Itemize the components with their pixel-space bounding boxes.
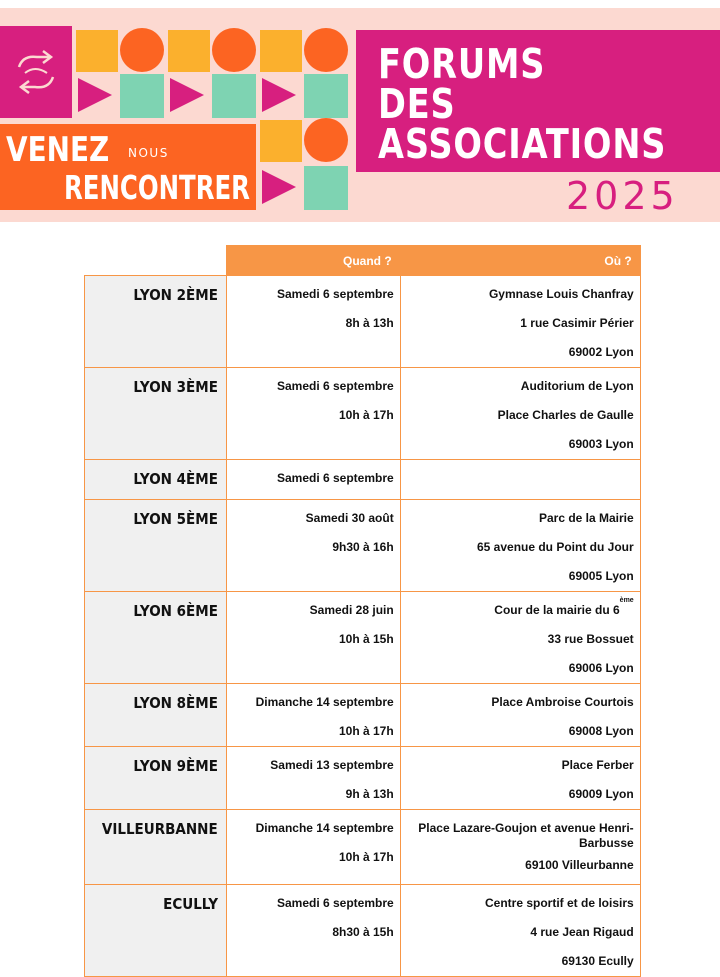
yellow-square bbox=[260, 30, 302, 72]
year: 2025 bbox=[566, 174, 679, 218]
venue-name: Centre sportif et de loisirs bbox=[484, 896, 634, 910]
yellow-square bbox=[76, 30, 118, 72]
city-cell bbox=[85, 592, 227, 684]
city-cell bbox=[85, 460, 227, 500]
logo-box bbox=[0, 26, 72, 118]
header-when: Quand ? bbox=[226, 246, 400, 276]
header-banner bbox=[0, 8, 720, 222]
venue-name-text: Cour de la mairie du 6 bbox=[494, 603, 620, 617]
when-cell bbox=[226, 684, 400, 747]
venue-postal: 69130 Ecully bbox=[561, 954, 634, 968]
magenta-triangle bbox=[262, 78, 296, 112]
venue-address: 33 rue Bossuet bbox=[547, 632, 634, 646]
event-date: Samedi 6 septembre bbox=[276, 896, 394, 910]
magenta-triangle bbox=[170, 78, 204, 112]
tagline-box bbox=[0, 124, 256, 210]
city-name: LYON 5ÈME bbox=[133, 510, 218, 528]
venue-address: 65 avenue du Point du Jour bbox=[476, 540, 634, 554]
city-name: LYON 3ÈME bbox=[133, 378, 218, 396]
venue-name bbox=[407, 596, 634, 625]
city-name: LYON 8ÈME bbox=[133, 694, 218, 712]
table-row bbox=[85, 747, 641, 810]
mint-square bbox=[304, 74, 348, 118]
when-cell bbox=[226, 368, 400, 460]
city-cell bbox=[85, 500, 227, 592]
venue-address: Place Charles de Gaulle bbox=[497, 408, 634, 422]
title-line-1: FORUMS bbox=[378, 40, 546, 88]
venue-name: Gymnase Louis Chanfray bbox=[488, 287, 634, 301]
event-time: 8h à 13h bbox=[345, 316, 394, 330]
when-cell bbox=[226, 747, 400, 810]
event-date: Samedi 6 septembre bbox=[276, 287, 394, 301]
city-name: VILLEURBANNE bbox=[101, 820, 218, 838]
venue-postal: 69002 Lyon bbox=[568, 345, 634, 359]
tagline-venez: VENEZ bbox=[6, 130, 110, 170]
event-date: Samedi 6 septembre bbox=[276, 471, 394, 485]
city-name: LYON 4ÈME bbox=[133, 470, 218, 488]
table-row bbox=[85, 276, 641, 368]
yellow-square bbox=[168, 30, 210, 72]
venue-postal: 69008 Lyon bbox=[568, 724, 634, 738]
event-date: Samedi 28 juin bbox=[309, 603, 394, 617]
where-cell bbox=[400, 684, 640, 747]
venue-name: Place Ferber bbox=[561, 758, 634, 772]
magenta-triangle bbox=[262, 170, 296, 204]
orange-circle bbox=[120, 28, 164, 72]
venue-postal: 69100 Villeurbanne bbox=[525, 858, 634, 872]
orange-circle bbox=[212, 28, 256, 72]
table-row bbox=[85, 460, 641, 500]
city-cell bbox=[85, 810, 227, 885]
ordinal-suffix: ème bbox=[619, 597, 634, 604]
venue-postal: 69003 Lyon bbox=[568, 437, 634, 451]
where-cell bbox=[400, 368, 640, 460]
event-time: 8h30 à 15h bbox=[332, 925, 394, 939]
venue-postal: 69009 Lyon bbox=[568, 787, 634, 801]
header-where: Où ? bbox=[400, 246, 640, 276]
event-time: 10h à 17h bbox=[338, 408, 394, 422]
city-cell bbox=[85, 684, 227, 747]
where-cell bbox=[400, 885, 640, 977]
city-name: LYON 9ÈME bbox=[133, 757, 218, 775]
yellow-square bbox=[260, 120, 302, 162]
when-cell bbox=[226, 885, 400, 977]
event-time: 10h à 15h bbox=[338, 632, 394, 646]
venue-name: Place Lazare-Goujon et avenue Henri-Barbusse bbox=[418, 821, 634, 850]
where-cell bbox=[400, 747, 640, 810]
swap-arrows-icon bbox=[11, 47, 61, 97]
table-header-row bbox=[85, 246, 641, 276]
event-time: 9h à 13h bbox=[345, 787, 394, 801]
where-cell bbox=[400, 276, 640, 368]
magenta-triangle bbox=[78, 78, 112, 112]
table-row bbox=[85, 500, 641, 592]
city-cell bbox=[85, 747, 227, 810]
title-line-3: ASSOCIATIONS bbox=[378, 120, 667, 168]
venue-postal: 69005 Lyon bbox=[568, 569, 634, 583]
venue-postal: 69006 Lyon bbox=[568, 661, 634, 675]
event-time: 10h à 17h bbox=[338, 850, 394, 864]
event-date: Dimanche 14 septembre bbox=[255, 695, 394, 709]
event-time: 9h30 à 16h bbox=[332, 540, 394, 554]
venue-name: Place Ambroise Courtois bbox=[491, 695, 634, 709]
event-date: Dimanche 14 septembre bbox=[255, 821, 394, 835]
table-row bbox=[85, 810, 641, 885]
venue-name: Parc de la Mairie bbox=[538, 511, 634, 525]
table-row bbox=[85, 885, 641, 977]
where-cell bbox=[400, 500, 640, 592]
when-cell bbox=[226, 592, 400, 684]
when-cell bbox=[226, 276, 400, 368]
table-row bbox=[85, 684, 641, 747]
mint-square bbox=[304, 166, 348, 210]
where-cell bbox=[400, 810, 640, 885]
venue-name: Auditorium de Lyon bbox=[520, 379, 634, 393]
tagline-rencontrer: RENCONTRER bbox=[64, 168, 250, 207]
event-date: Samedi 30 août bbox=[305, 511, 394, 525]
table-corner bbox=[85, 246, 227, 276]
event-time: 10h à 17h bbox=[338, 724, 394, 738]
table-row bbox=[85, 368, 641, 460]
orange-circle bbox=[304, 118, 348, 162]
table-row bbox=[85, 592, 641, 684]
when-cell bbox=[226, 460, 400, 500]
when-cell bbox=[226, 500, 400, 592]
title-line-2: DES bbox=[378, 80, 456, 128]
event-date: Samedi 6 septembre bbox=[276, 379, 394, 393]
orange-circle bbox=[304, 28, 348, 72]
forums-schedule-table bbox=[84, 245, 641, 977]
title-box bbox=[356, 30, 720, 172]
venue-address: 1 rue Casimir Périer bbox=[520, 316, 634, 330]
event-date: Samedi 13 septembre bbox=[270, 758, 394, 772]
city-name: ECULLY bbox=[162, 895, 218, 913]
city-cell bbox=[85, 276, 227, 368]
mint-square bbox=[212, 74, 256, 118]
city-cell bbox=[85, 885, 227, 977]
where-cell bbox=[400, 460, 640, 500]
when-cell bbox=[226, 810, 400, 885]
where-cell bbox=[400, 592, 640, 684]
tagline-nous: NOUS bbox=[128, 146, 169, 160]
city-cell bbox=[85, 368, 227, 460]
venue-address: 4 rue Jean Rigaud bbox=[530, 925, 634, 939]
city-name: LYON 2ÈME bbox=[133, 286, 218, 304]
city-name: LYON 6ÈME bbox=[133, 602, 218, 620]
mint-square bbox=[120, 74, 164, 118]
